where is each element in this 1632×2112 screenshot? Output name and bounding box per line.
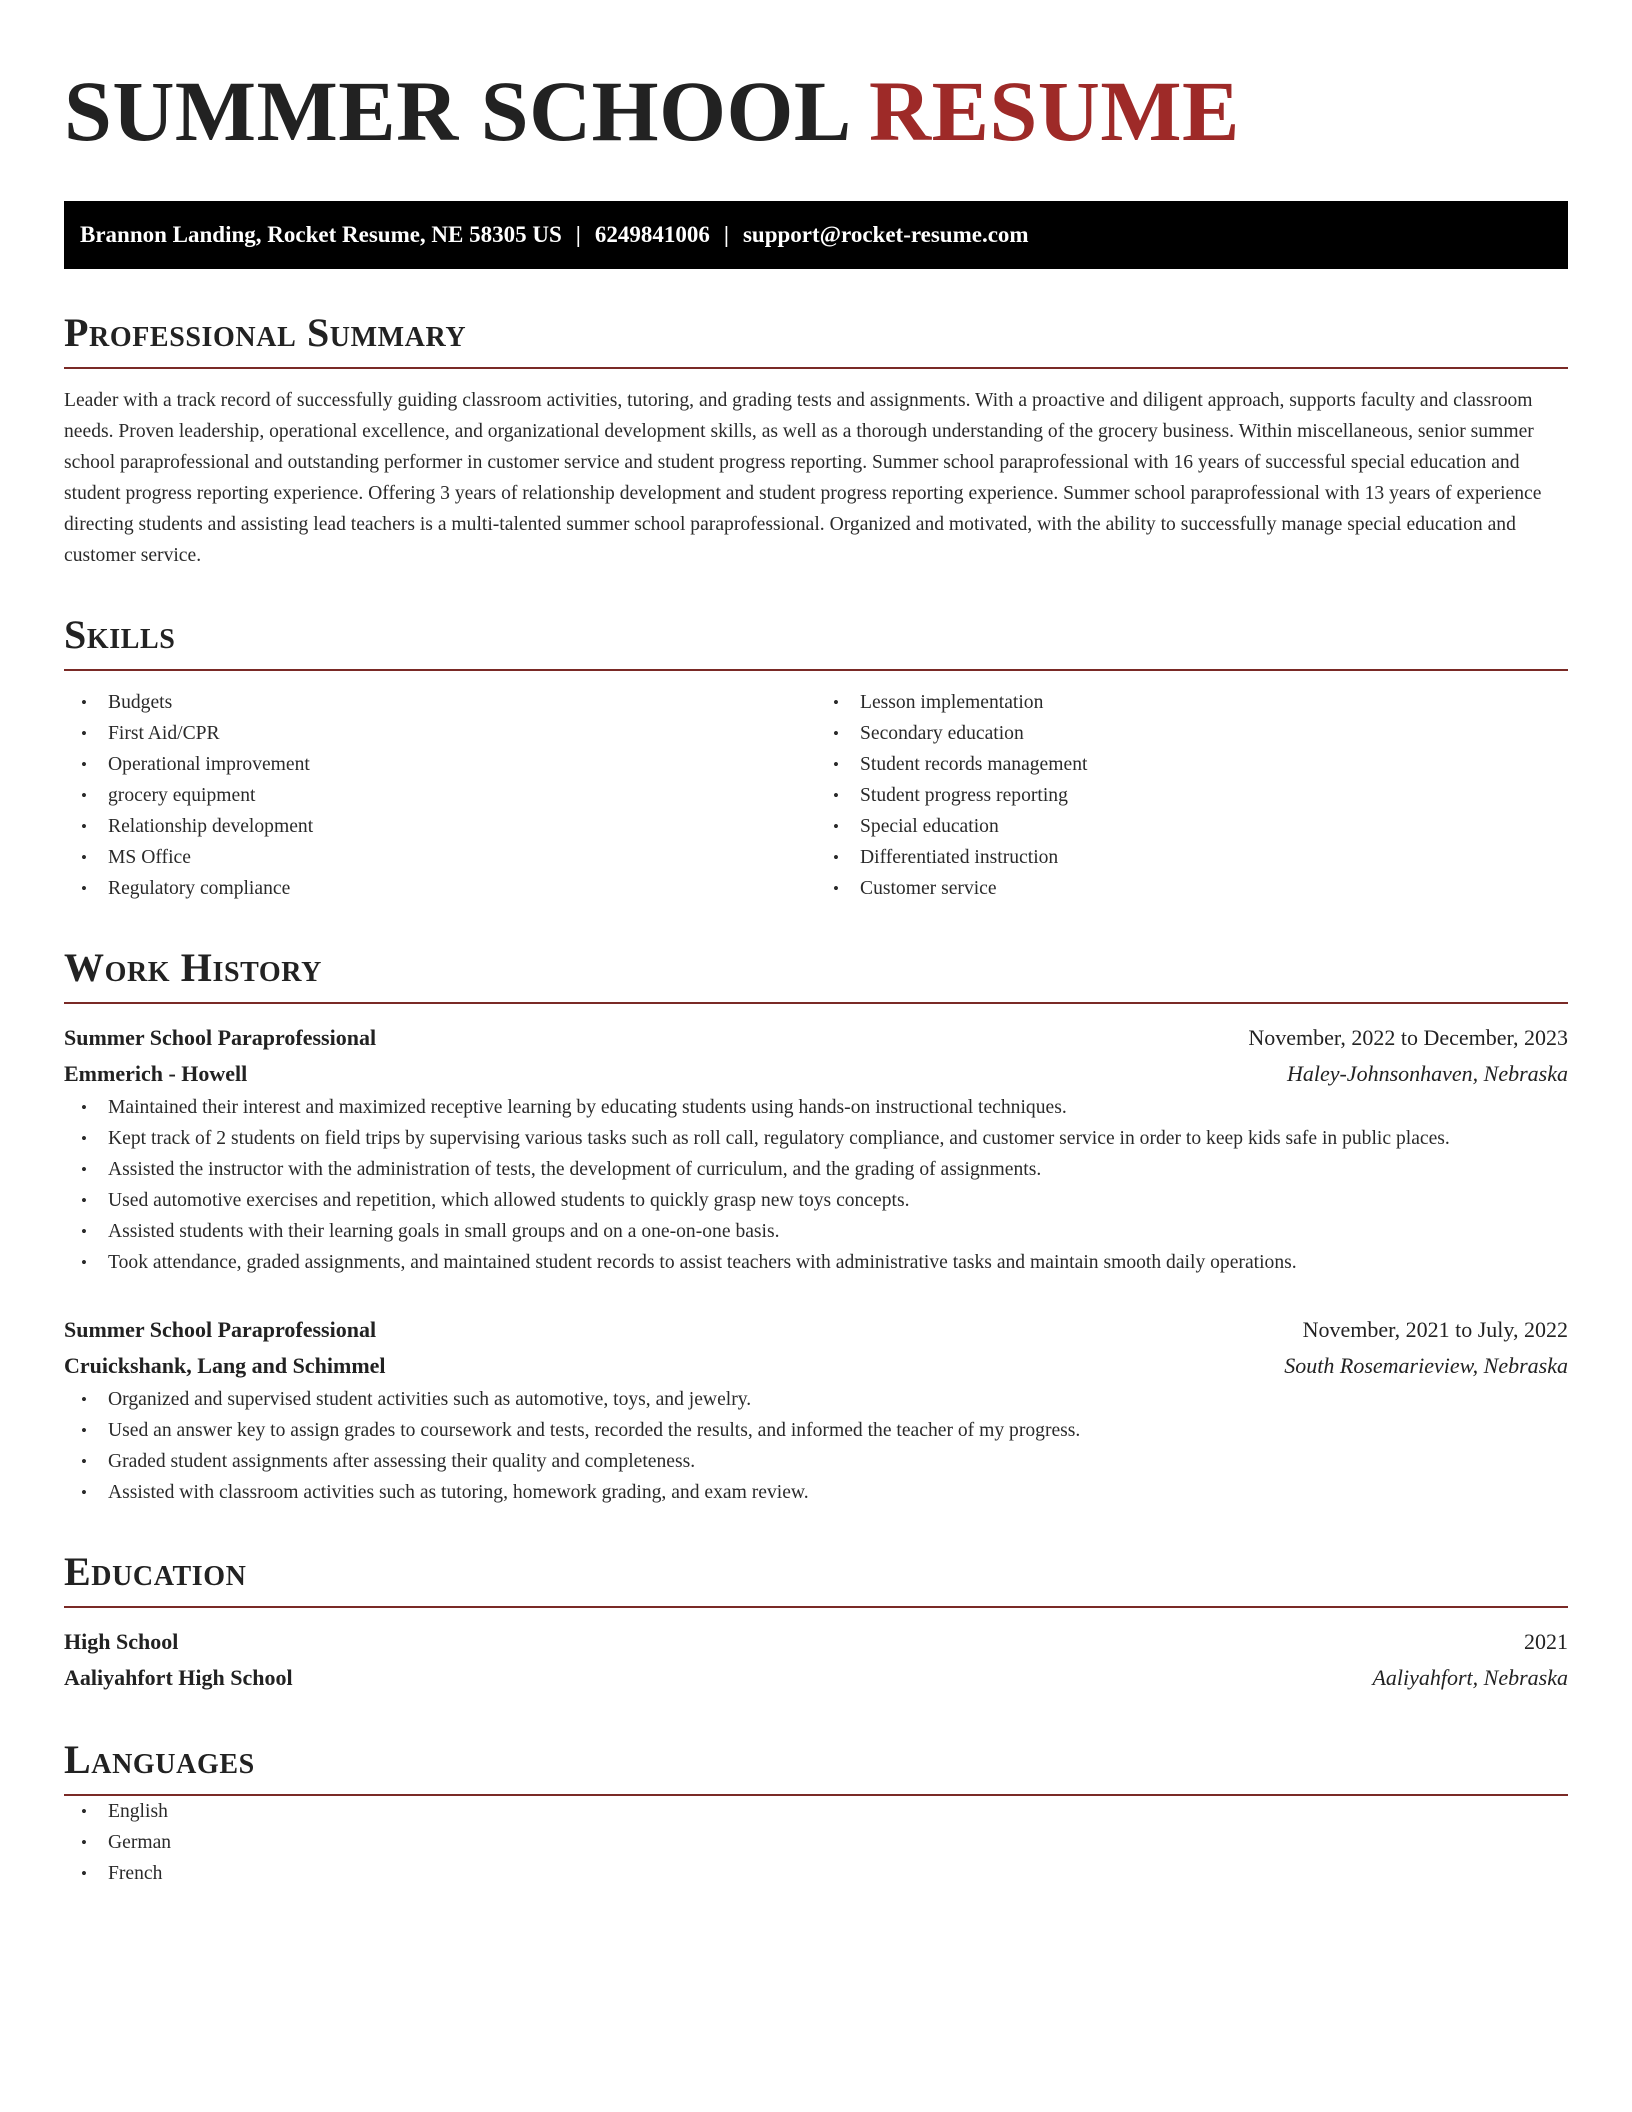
job-duty — [64, 1384, 1568, 1415]
skill-label: First Aid/CPR — [108, 723, 220, 744]
bullet-icon: • — [833, 786, 839, 805]
education-degree-row — [64, 1624, 1568, 1660]
bullet-icon: • — [81, 1802, 87, 1821]
skills-heading: Skills — [64, 615, 1568, 671]
skill-item — [816, 873, 1568, 904]
bullet-icon: • — [833, 724, 839, 743]
skills-column-right — [816, 687, 1568, 904]
work-history-heading: Work History — [64, 948, 1568, 1004]
job-title: Summer School Paraprofessional — [64, 1025, 377, 1050]
duty-text: Assisted students with their learning goals in small groups and on a one-on-one basis. — [108, 1221, 780, 1242]
summary-text: Leader with a track record of successfully guiding classroom activities, tutoring, and grading tests and assignments. With a proactive and diligent approach, supports faculty and classroom needs. Proven leadership, operational excellence, and organizational development skills, as well as a thorough understanding of the grocery business. Within miscellaneous, senior summer school paraprofessional and outstanding performer in customer service and student progress reporting. Summer school paraprofessional with 16 years of successful special education and student progress reporting experience. Offering 3 years of relationship development and student progress reporting experience. Summer school paraprofessional with 13 years of experience directing students and assisting lead teachers is a multi-talented summer school paraprofessional. Organized and motivated, with the ability to successfully manage special education and customer service. — [64, 390, 1542, 566]
job-location: Haley-Johnsonhaven, Nebraska — [1286, 1061, 1568, 1086]
bullet-icon: • — [81, 1390, 87, 1409]
job-duty — [64, 1123, 1568, 1154]
skills-grid — [64, 687, 1568, 904]
job-duties-list — [64, 1092, 1568, 1278]
job-company-row — [64, 1348, 1568, 1384]
skill-label: Secondary education — [860, 723, 1024, 744]
bullet-icon: • — [833, 693, 839, 712]
job-duty — [64, 1092, 1568, 1123]
bullet-icon: • — [81, 1483, 87, 1502]
bullet-icon: • — [81, 1129, 87, 1148]
bullet-icon: • — [81, 755, 87, 774]
language-item — [64, 1827, 1568, 1858]
bullet-icon: • — [81, 1864, 87, 1883]
job-entry — [64, 1020, 1568, 1278]
skill-item — [816, 687, 1568, 718]
languages-heading: Languages — [64, 1740, 1568, 1796]
job-duty — [64, 1216, 1568, 1247]
skill-item — [64, 780, 816, 811]
bullet-icon: • — [81, 1421, 87, 1440]
skills-section — [64, 612, 1568, 904]
duty-text: Organized and supervised student activities such as automotive, toys, and jewelry. — [108, 1389, 752, 1410]
skill-item — [64, 811, 816, 842]
language-item — [64, 1858, 1568, 1889]
bullet-icon: • — [81, 1253, 87, 1272]
duty-text: Used an answer key to assign grades to coursework and tests, recorded the results, and informed the teacher of my progress. — [108, 1420, 1081, 1441]
job-header-row — [64, 1020, 1568, 1056]
skill-label: Student progress reporting — [860, 785, 1068, 806]
job-company-row — [64, 1056, 1568, 1092]
skill-item — [816, 718, 1568, 749]
bullet-icon: • — [81, 879, 87, 898]
title-main: SUMMER SCHOOL — [64, 63, 847, 159]
skill-item — [816, 749, 1568, 780]
language-label: English — [108, 1801, 168, 1822]
duty-text: Assisted with classroom activities such as tutoring, homework grading, and exam review. — [108, 1482, 809, 1503]
bullet-icon: • — [81, 1222, 87, 1241]
education-school-row — [64, 1660, 1568, 1696]
skill-item — [64, 687, 816, 718]
bullet-icon: • — [833, 817, 839, 836]
duty-text: Maintained their interest and maximized receptive learning by educating students using hands-on instructional techniques. — [108, 1097, 1067, 1118]
skill-label: Special education — [860, 816, 999, 837]
job-company: Emmerich - Howell — [64, 1061, 248, 1086]
job-duty — [64, 1415, 1568, 1446]
job-duties-list — [64, 1384, 1568, 1508]
language-item — [64, 1796, 1568, 1827]
skill-item — [64, 749, 816, 780]
resume-title — [64, 56, 1568, 168]
contact-separator: | — [723, 222, 729, 247]
education-school: Aaliyahfort High School — [64, 1665, 293, 1690]
job-duty — [64, 1185, 1568, 1216]
skill-item — [64, 842, 816, 873]
contact-separator: | — [575, 222, 581, 247]
education-heading: Education — [64, 1552, 1568, 1608]
skill-label: grocery equipment — [108, 785, 256, 806]
skill-label: MS Office — [108, 847, 191, 868]
skill-label: Differentiated instruction — [860, 847, 1059, 868]
summary-heading: Professional Summary — [64, 313, 1568, 369]
contact-phone: 6249841006 — [594, 222, 710, 247]
job-location: South Rosemarieview, Nebraska — [1284, 1353, 1568, 1378]
education-degree: High School — [64, 1629, 179, 1654]
job-duty — [64, 1477, 1568, 1508]
job-duty — [64, 1446, 1568, 1477]
bullet-icon: • — [81, 817, 87, 836]
summary-section — [64, 310, 1568, 571]
duty-text: Used automotive exercises and repetition, which allowed students to quickly grasp new toys concepts. — [108, 1190, 910, 1211]
skill-item — [64, 718, 816, 749]
languages-list — [64, 1796, 1568, 1889]
bullet-icon: • — [81, 1160, 87, 1179]
skill-label: Operational improvement — [108, 754, 310, 775]
skill-item — [816, 811, 1568, 842]
title-accent: RESUME — [868, 63, 1240, 159]
duty-text: Graded student assignments after assessing their quality and completeness. — [108, 1451, 696, 1472]
duty-text: Kept track of 2 students on field trips by supervising various tasks such as roll call, regulatory compliance, and customer service in order to keep kids safe in public places. — [108, 1128, 1450, 1149]
job-duty — [64, 1247, 1568, 1278]
contact-bar — [64, 201, 1568, 269]
language-label: French — [108, 1863, 163, 1884]
job-entry — [64, 1312, 1568, 1508]
contact-email: support@rocket-resume.com — [742, 222, 1029, 247]
bullet-icon: • — [81, 1191, 87, 1210]
skill-label: Student records management — [860, 754, 1088, 775]
skill-item — [816, 842, 1568, 873]
bullet-icon: • — [81, 1833, 87, 1852]
bullet-icon: • — [833, 755, 839, 774]
contact-address: Brannon Landing, Rocket Resume, NE 58305 US — [80, 222, 562, 247]
skill-item — [816, 780, 1568, 811]
job-dates: November, 2021 to July, 2022 — [1302, 1317, 1568, 1342]
skill-label: Budgets — [108, 692, 173, 713]
bullet-icon: • — [81, 786, 87, 805]
bullet-icon: • — [833, 879, 839, 898]
skill-label: Lesson implementation — [860, 692, 1044, 713]
bullet-icon: • — [81, 848, 87, 867]
education-section — [64, 1549, 1568, 1696]
skill-label: Customer service — [860, 878, 997, 899]
job-dates: November, 2022 to December, 2023 — [1248, 1025, 1568, 1050]
education-location: Aaliyahfort, Nebraska — [1372, 1665, 1568, 1690]
job-company: Cruickshank, Lang and Schimmel — [64, 1353, 386, 1378]
job-title: Summer School Paraprofessional — [64, 1317, 377, 1342]
skill-label: Regulatory compliance — [108, 878, 291, 899]
skills-column-left — [64, 687, 816, 904]
skill-label: Relationship development — [108, 816, 314, 837]
bullet-icon: • — [81, 1098, 87, 1117]
skill-item — [64, 873, 816, 904]
bullet-icon: • — [81, 693, 87, 712]
job-header-row — [64, 1312, 1568, 1348]
education-entry — [64, 1624, 1568, 1696]
language-label: German — [108, 1832, 172, 1853]
job-duty — [64, 1154, 1568, 1185]
work-history-section — [64, 945, 1568, 1508]
bullet-icon: • — [833, 848, 839, 867]
duty-text: Assisted the instructor with the administration of tests, the development of curriculum, and the grading of assignments. — [108, 1159, 1042, 1180]
bullet-icon: • — [81, 1452, 87, 1471]
bullet-icon: • — [81, 724, 87, 743]
education-year: 2021 — [1524, 1629, 1568, 1654]
languages-section — [64, 1737, 1568, 1889]
duty-text: Took attendance, graded assignments, and maintained student records to assist teachers with administrative tasks and maintain smooth daily operations. — [108, 1252, 1297, 1273]
